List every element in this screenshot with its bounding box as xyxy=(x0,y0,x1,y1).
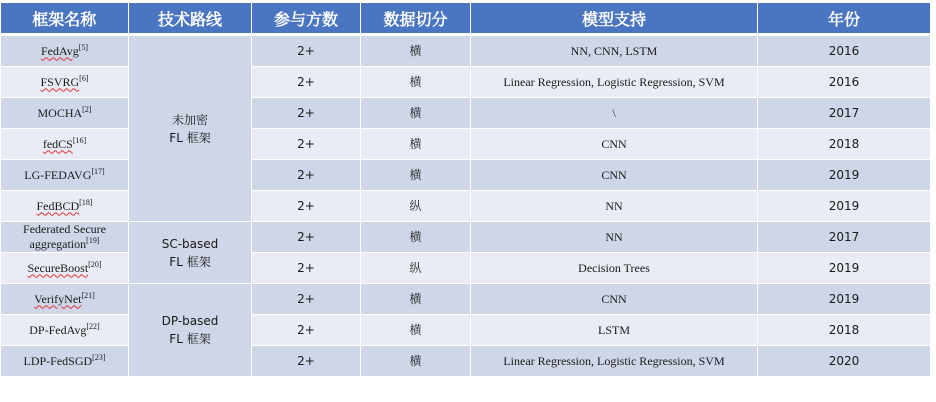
data-split-cell: 横 xyxy=(361,160,471,191)
framework-ref: [17] xyxy=(91,166,105,176)
header-tech-route: 技术路线 xyxy=(129,3,252,35)
participants-cell: 2+ xyxy=(252,35,361,67)
framework-name: VerifyNet xyxy=(34,291,82,306)
year-cell: 2017 xyxy=(758,98,931,129)
participants-cell: 2+ xyxy=(252,253,361,284)
participants-cell: 2+ xyxy=(252,315,361,346)
model-support-cell: Decision Trees xyxy=(471,253,758,284)
data-split-cell: 横 xyxy=(361,222,471,253)
data-split-cell: 横 xyxy=(361,98,471,129)
framework-comparison-table xyxy=(0,3,931,377)
tech-route-line1: 未加密 xyxy=(171,112,208,127)
framework-name: FedAvg xyxy=(40,43,79,58)
model-support-cell: Linear Regression, Logistic Regression, SVM xyxy=(471,346,758,377)
model-support-cell: CNN xyxy=(471,160,758,191)
year-cell: 2019 xyxy=(758,253,931,284)
model-support-cell: CNN xyxy=(471,129,758,160)
framework-name-cell xyxy=(1,67,129,98)
tech-route-line2: FL 框架 xyxy=(169,254,211,269)
framework-name: fedCS xyxy=(42,136,73,151)
year-cell: 2019 xyxy=(758,284,931,315)
model-support-cell: Linear Regression, Logistic Regression, SVM xyxy=(471,67,758,98)
header-participants: 参与方数 xyxy=(252,3,361,35)
participants-cell: 2+ xyxy=(252,129,361,160)
framework-ref: [19] xyxy=(86,236,100,245)
framework-name-line1: Federated Secure xyxy=(23,222,106,236)
data-split-cell: 纵 xyxy=(361,191,471,222)
table-row xyxy=(1,35,931,67)
framework-name-cell xyxy=(1,35,129,67)
tech-route-line2: FL 框架 xyxy=(169,130,211,145)
participants-cell: 2+ xyxy=(252,160,361,191)
year-cell: 2018 xyxy=(758,315,931,346)
tech-route-group-dp-based xyxy=(129,284,252,377)
participants-cell: 2+ xyxy=(252,284,361,315)
header-row xyxy=(1,3,931,35)
data-split-cell: 横 xyxy=(361,35,471,67)
framework-name: MOCHA xyxy=(37,105,83,120)
header-framework-name: 框架名称 xyxy=(1,3,129,35)
data-split-cell: 横 xyxy=(361,315,471,346)
framework-ref: [18] xyxy=(79,197,93,207)
year-cell: 2016 xyxy=(758,35,931,67)
framework-ref: [16] xyxy=(72,135,87,145)
framework-name-cell xyxy=(1,284,129,315)
framework-name: LG-FEDAVG xyxy=(24,167,92,182)
framework-ref: [20] xyxy=(88,259,102,269)
year-cell: 2016 xyxy=(758,67,931,98)
participants-cell: 2+ xyxy=(252,222,361,253)
framework-name: FedBCD xyxy=(36,198,80,213)
framework-name-cell xyxy=(1,253,129,284)
framework-name: aggregation xyxy=(29,237,87,251)
model-support-cell: LSTM xyxy=(471,315,758,346)
framework-ref: [22] xyxy=(86,321,100,331)
framework-name: DP-FedAvg xyxy=(29,322,87,337)
participants-cell: 2+ xyxy=(252,67,361,98)
framework-name-cell xyxy=(1,191,129,222)
participants-cell: 2+ xyxy=(252,98,361,129)
framework-name-cell xyxy=(1,98,129,129)
model-support-cell: \ xyxy=(471,98,758,129)
year-cell: 2020 xyxy=(758,346,931,377)
framework-name-cell xyxy=(1,129,129,160)
framework-ref: [21] xyxy=(81,290,95,300)
data-split-cell: 纵 xyxy=(361,253,471,284)
framework-name: LDP-FedSGD xyxy=(23,353,93,368)
table-row xyxy=(1,222,931,253)
model-support-cell: NN xyxy=(471,191,758,222)
year-cell: 2019 xyxy=(758,160,931,191)
participants-cell: 2+ xyxy=(252,191,361,222)
data-split-cell: 横 xyxy=(361,67,471,98)
table-row xyxy=(1,284,931,315)
data-split-cell: 横 xyxy=(361,346,471,377)
framework-name: SecureBoost xyxy=(27,260,89,275)
table-body xyxy=(1,35,931,377)
header-year: 年份 xyxy=(758,3,931,35)
data-split-cell: 横 xyxy=(361,284,471,315)
table-header xyxy=(1,3,931,35)
year-cell: 2017 xyxy=(758,222,931,253)
tech-route-line1: SC-based xyxy=(161,236,219,251)
tech-route-line2: FL 框架 xyxy=(169,332,211,346)
participants-cell: 2+ xyxy=(252,346,361,377)
header-data-split: 数据切分 xyxy=(361,3,471,35)
year-cell: 2019 xyxy=(758,191,931,222)
framework-name-cell xyxy=(1,346,129,377)
model-support-cell: CNN xyxy=(471,284,758,315)
framework-ref: [5] xyxy=(78,42,89,52)
framework-name-cell xyxy=(1,160,129,191)
framework-ref: [2] xyxy=(82,104,92,114)
framework-name-cell xyxy=(1,222,129,253)
data-split-cell: 横 xyxy=(361,129,471,160)
tech-route-group-sc-based xyxy=(129,222,252,284)
header-model-support: 模型支持 xyxy=(471,3,758,35)
tech-route-line1: DP-based xyxy=(161,314,219,328)
year-cell: 2018 xyxy=(758,129,931,160)
framework-ref: [23] xyxy=(92,352,106,362)
framework-name-cell xyxy=(1,315,129,346)
framework-name: FSVRG xyxy=(40,74,80,89)
model-support-cell: NN xyxy=(471,222,758,253)
framework-ref: [6] xyxy=(79,73,89,83)
model-support-cell: NN, CNN, LSTM xyxy=(471,35,758,67)
tech-route-group-unencrypted xyxy=(129,35,252,222)
